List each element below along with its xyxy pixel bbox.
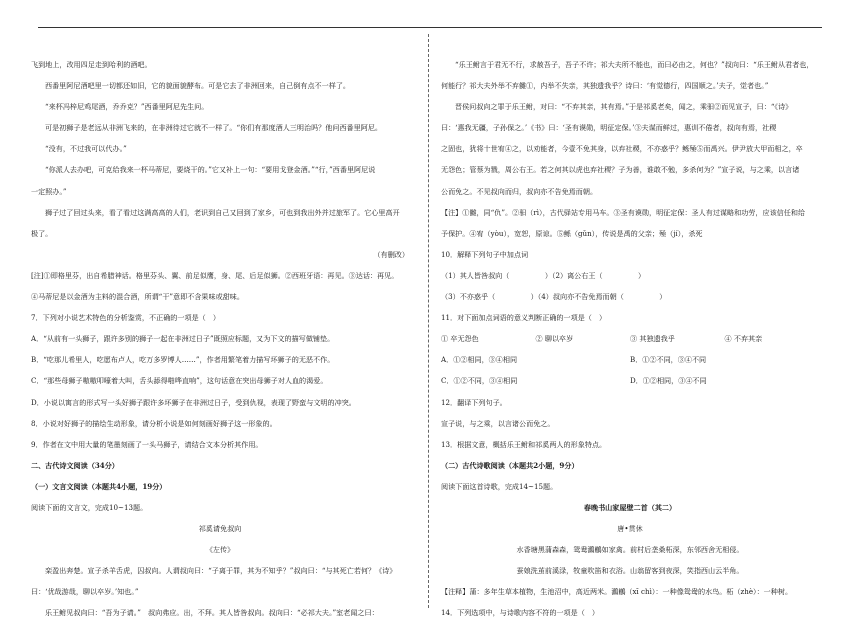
text-line: 西番里阿尼酒吧里一切都还如旧，它的貌面貌酵布。可是它去了非洲回来，自己倒有点不一样了。 [45,81,351,91]
text-line: 予保护。④宥（yòu），宽恕，原谅。⑤鲧（gǔn），传说是禹的父亲；殛（jí），杀死 [441,228,703,238]
text-line: 《左传》 [205,545,235,555]
text-line: 极了。 [31,228,53,238]
text-line: 无怨色；管蔡为戮，周公右王。若之何其以虎也弃社稷？子为善，谁敢不勉，多杀何为？”宣子说，与之乘，以言诸 [441,165,800,175]
q11-item: ③ 其独遗我乎 [630,334,675,344]
text-line: 春晚书山家屋壁二首（其二） [583,502,677,512]
text-line: “乐王鲋言于君无不行，求赦吾子，吾子不许；祁大夫所不能也，而曰必由之，何也？”叔向曰：“乐王鲋从君者也， [455,60,814,69]
q11-choice-d: D．①②相同，③④不同 [630,376,707,386]
text-line: 12．翻译下列句子。 [441,397,507,407]
text-line: 乐王鲋见叔向曰：“吾为子请。” 叔向弗应。出，不拜。其人皆咎叔向。叔向曰：“必祁大夫。”室老闻之曰： [45,608,379,618]
q10-option-line-1: （1）其人皆咎叔向（ ）（2）离公右王（ ） [441,270,646,280]
text-line: 水香塘黑蒲森森，鸳鸯鸂鶒如家禽。前村后垄桑柘深，东邻西舍无相侵。 [516,545,744,555]
q11-item: ② 聊以卒岁 [535,334,574,344]
text-line: 10．解释下列句子中加点词 [441,249,529,259]
text-line: 阅读下面这首诗歌，完成14~15题。 [441,481,558,491]
q11-choice-c: C．①②不同，③④相同 [441,376,518,386]
q11-item: ④ 不弃其亲 [724,334,763,344]
text-line: “你派人去办吧，可克给我来一杯马蒂尼，要烧干的。”它又补上一句：“要用戈登金酒。”“行，”西番里阿尼说 [45,165,376,175]
text-line: 可是初狮子是老远从非洲飞来的，在非洲待过它就不一样了。“你们有那度酒人三明治吗？他问西番里阿尼。 [45,123,383,133]
q11-choices-row-2 [441,370,819,391]
text-line: 狮子过了回过头来，看了看过这满高高的人们，老识到自己又回到了家乡，可也到我出外并过旅军了。它心里高开 [45,207,400,217]
text-line: C．“那些母狮子嗷嗷叩嚎着大叫，舌头舔得啪哗直响”，这句话意在突出母狮子对人血的渴爱。 [31,376,328,386]
left-column [31,54,409,624]
text-line: （二）古代诗歌阅读（本题共2小题，9分） [441,460,579,470]
text-line: ④马蒂尼是以金酒为主料的混合酒，所谓“干”意即不含果味或甜味。 [31,292,244,302]
q10-option-line-2: （3）不亦惑乎（ ）（4）叔向亦不告免焉而朝（ ） [441,292,667,302]
q11-choice-a: A．①②相同，③④相同 [441,355,518,365]
text-line: 13．根据文意，概括乐王鲋和祁奚两人的形象特点。 [441,439,607,449]
text-line: D．小说以寓言的形式写一头好狮子跟许多坏狮子在非洲过日子，受到仇视，表现了野蛮与文明的冲突。 [31,397,356,407]
text-line: 唐•贯休 [617,524,643,534]
text-line: 公而免之。不见叔向而归，叔向亦不告免焉而朝。 [441,186,598,196]
text-line: 蚕娘洗茧前溪渌，牧童吹笛和衣浴。山翁留客到夜深，笑指西山云半角。 [516,566,744,576]
text-line: [注]①即格里芬，出自希腊神话。格里芬头、翼、前足似鹰，身、尾、后足似狮。②西班牙语：再见。③达话：再见。 [31,270,399,280]
q10-options-row-2 [441,286,819,307]
text-line: （有删改） [373,249,409,259]
text-line: 何能行？祁大夫外举不弃雠①，内举不失亲，其独遗我乎？诗曰：‘有觉德行，四国顺之。’夫子，觉者也。” [441,81,769,91]
text-line: “没有，不过我可以代办。” [45,144,127,154]
q11-item: ① 卒无怨色 [441,334,479,344]
text-line: 曰：‘惠我无疆，子孙保之。’《书》曰：‘圣有谟勋，明征定保。’③夫谋而鲜过，惠训不倦者，叔向有焉，社稷 [441,123,777,133]
q10-options-row-1 [441,265,819,286]
text-line: 阅读下面的文言文，完成10~13题。 [31,502,148,512]
text-line: 曰：‘优哉游哉，聊以卒岁。’知也。” [31,587,139,597]
text-line: 宣子说，与之乘，以言诸公而免之。 [441,418,555,428]
q11-choices-row-1 [441,349,819,370]
text-line: 一定照办。” [31,186,67,196]
text-line: “来杯冯梓尼鸡尾酒，乔乔克？”西番里阿尼先生问。 [45,102,209,112]
text-line: 栾盈出奔楚。宣子杀羊舌虎，囚叔向。人谓叔向曰：“子离于罪，其为不知乎？”叔向曰：“与其死亡若何？《诗》 [45,566,397,576]
right-column [441,54,819,624]
text-line: 祁奚请免叔向 [198,524,242,534]
text-line: 晋侯问叔向之罪于乐王鲋，对曰：“不弃其亲，其有焉。”于是祁奚老矣，闻之，乘驲②而见宣子，曰：“《诗》 [455,102,793,112]
text-line: 9．作者在文中用大量的笔墨刻画了一头马狮子，请结合文本分析其作用。 [31,439,263,449]
text-line: 二、古代诗文阅读（34分） [31,460,119,470]
text-line: 飞到地上，改用四足走到哈利的酒吧。 [31,60,152,69]
column-divider [428,34,429,608]
q11-choice-b: B．①②不同，③④不同 [630,355,707,365]
text-line: 【注】①雠，同“仇”。②驲（rì），古代驿站专用马车。③圣有谟勋，明征定保：圣人有过谋略和功劳，应该信任和给 [441,207,806,217]
text-line: 11．对下面加点词语的意义判断正确的一项是（ ） [441,313,607,323]
text-line: 7．下列对小说艺术特色的分析鉴赏，不正确的一项是（ ） [31,313,220,323]
q11-items-row [441,328,819,349]
text-line: （一）文言文阅读（本题共4小题，19分） [31,481,167,491]
text-line: 之固也，犹将十世宥④之，以劝能者，今壹不免其身，以弃社稷，不亦惑乎？鲧殛⑤而禹兴。伊尹放大甲而相之，卒 [441,144,803,154]
header-rule [38,27,822,28]
text-line: A．“从前有一头狮子，跟许多别的狮子一起在非洲过日子”既照应标题，又为下文的描写做铺垫。 [31,334,335,344]
text-line: 14．下列选项中，与诗歌内容不符的一项是（ ） [441,608,599,618]
text-line: 8．小说对好狮子的描绘生动形象，请分析小说是如何刻画好狮子这一形象的。 [31,418,277,428]
text-line: B．“吃那儿希里人，吃愿布卢人，吃万多罗博人……”，作者用繁笔着力描写坏狮子的无恶不作。 [31,355,335,365]
text-line: 【注释】蒲：多年生草本植物，生池沼中，高近两米。鸂鶒（xī chì）：一种像鸳鸯的水鸟。柘（zhè）：一种树。 [441,587,793,597]
